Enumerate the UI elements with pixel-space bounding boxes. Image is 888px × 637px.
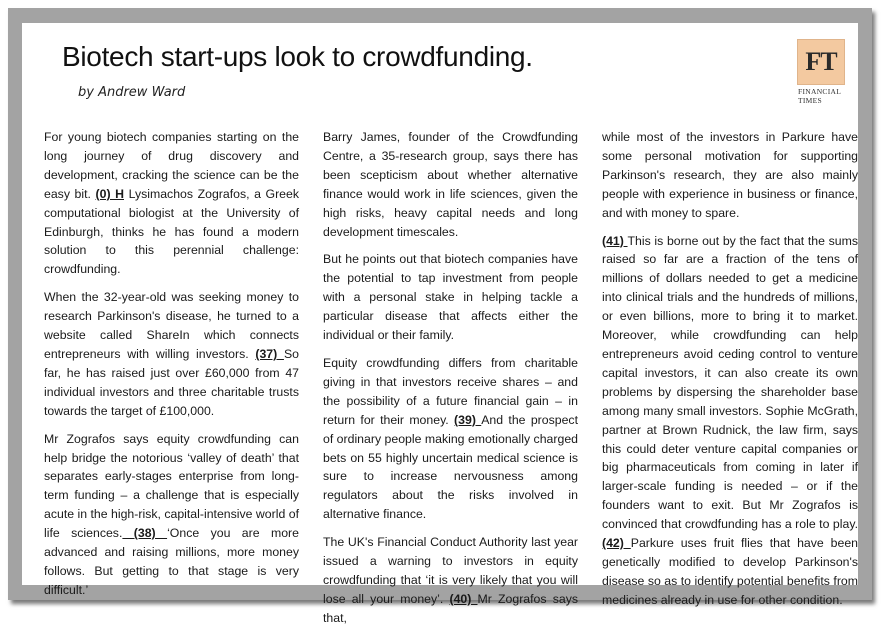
article-column-3 <box>602 128 858 619</box>
gap-marker-0: (0) H <box>95 186 124 201</box>
ft-logo-caption <box>798 87 858 105</box>
text-run: So far, he has raised just over £60,000 from 47 individual investors and three charitable trusts towards the target of £100,000. <box>44 346 299 418</box>
column-3-paragraph-1: while most of the investors in Parkure have some personal motivation for supporting Parkinson's research, they are also mainly people with experience in business or finance, and with money to spare. <box>602 130 858 220</box>
article-page <box>22 23 858 625</box>
text-run: This is borne out by the fact that the sums raised so far are a fraction of the tens of millions of dollars needed to get a medicine into clinical trials and the hundreds of millions, or even billions, more to bring it to market. Moreover, while crowdfunding can help entrepreneurs avoid ceding control to venture capital investors, it can also create its own problems by dispersing the shareholder base among many small investors. Sophie McGrath, partner at Brown Rudnick, the law firm, says this could deter venture capital companies or big pharmaceuticals from coming in later if larger-scale funding is needed – or if the founders want to exit. But Mr Zografos is convinced that crowdfunding has a role to play. <box>602 233 858 532</box>
text-run: Mr Zografos says that, <box>323 591 578 625</box>
gap-marker-38: (38) <box>122 526 168 541</box>
text-run: And the prospect of ordinary people making emotionally charged bets on 55 highly uncertain medical science is sure to increase nervousness among regulators about the risks involved in alternative finance. <box>323 412 578 522</box>
column-2-paragraph-3 <box>323 354 578 524</box>
text-run: Equity crowdfunding differs from charitable giving in that investors receive shares – and the possibility of a future financial gain – in return for their money. <box>323 355 578 427</box>
gap-marker-37: (37) <box>255 346 284 361</box>
column-1-paragraph-2 <box>44 288 299 420</box>
text-run: Mr Zografos says equity crowdfunding can help bridge the notorious ‘valley of death’ that separates early-stages enterprise from long-term funding – a challenge that is especially acute in the high-risk, capital-intensive world of life sciences. <box>44 431 299 541</box>
ft-logo-letters: FT <box>805 47 837 76</box>
article-column-1 <box>44 128 299 609</box>
text-run: Lysimachos Zografos, a Greek computational biologist at the University of Edinburgh, thinks he has found a modern solution to this perennial challenge: crowdfunding. <box>44 186 300 277</box>
gap-marker-40: (40) <box>449 591 478 606</box>
text-run: When the 32-year-old was seeking money to research Parkinson's disease, he turned to a website called ShareIn which connects entrepreneurs with willing investors. <box>44 290 299 361</box>
column-3-paragraph-2 <box>602 232 858 610</box>
text-run: Parkure uses fruit flies that have been genetically modified to develop Parkinson's disease so as to identify potential benefits from medicines already in use for other condition. <box>602 536 858 607</box>
column-1-paragraph-3 <box>44 430 299 600</box>
article-byline: by Andrew Ward <box>78 85 186 100</box>
page-frame <box>8 8 872 625</box>
column-2-paragraph-2: But he points out that biotech companies have the potential to tap investment from people with a personal stake in helping tackle a particular disease that affects either the individual or their family. <box>323 252 578 343</box>
gap-marker-42: (42) <box>602 536 631 551</box>
text-run: The UK's Financial Conduct Authority last year issued a warning to investors in equity crowdfunding that ‘it is very likely that you will lose all your money’. <box>323 535 578 606</box>
gap-marker-41: (41) <box>602 233 628 248</box>
column-1-paragraph-1 <box>44 128 299 279</box>
text-run: For young biotech companies starting on the long journey of drug discovery and development, cracking the science can be the easy bit. <box>44 130 299 201</box>
ft-caption-line2: TIMES <box>798 96 822 105</box>
article-column-2 <box>323 128 578 637</box>
article-title: Biotech start-ups look to crowdfunding. <box>62 41 533 72</box>
gap-marker-39: (39) <box>454 412 482 427</box>
column-2-paragraph-1: Barry James, founder of the Crowdfunding Centre, a 35-research group, says there has been scepticism about whether alternative finance would work in life sciences, given the high risks, heavy capital needs and long development timescales. <box>323 130 578 239</box>
column-2-paragraph-4 <box>323 533 578 628</box>
text-run: ‘Once you are more advanced and raising millions, more money follows. But getting to that stage is very difficult.’ <box>44 526 299 597</box>
ft-caption-line1: FINANCIAL <box>798 87 842 96</box>
ft-logo <box>797 39 845 85</box>
